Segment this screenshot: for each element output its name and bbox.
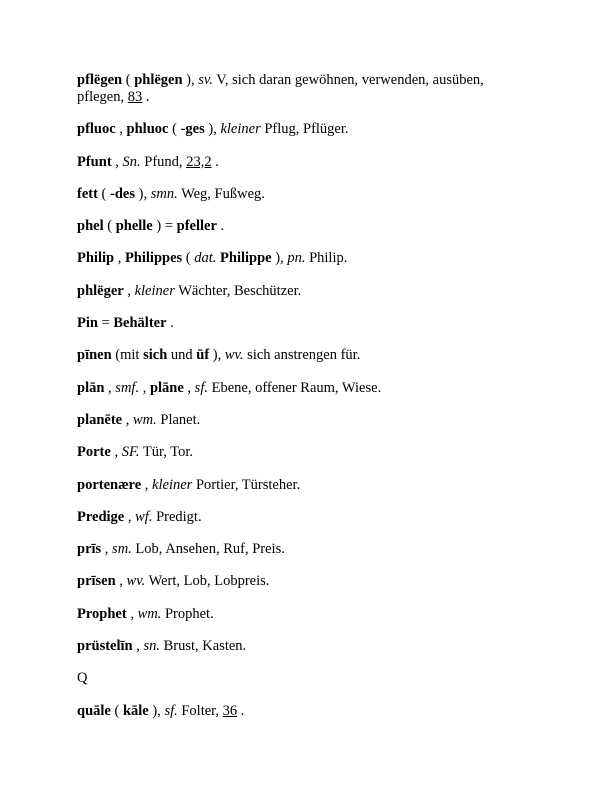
dictionary-entry xyxy=(77,412,517,429)
entry-text: V, sich daran gewöhnen, verwenden, ausüben, pflegen, xyxy=(77,72,484,105)
grammar-label: smf. xyxy=(115,379,140,396)
headword: pfluoc xyxy=(77,121,116,138)
entry-text: , xyxy=(132,638,144,655)
headword: phluoc xyxy=(126,121,169,138)
headword: ūf xyxy=(196,347,210,364)
headword: Philippe xyxy=(220,250,272,267)
entry-text: , xyxy=(114,250,125,267)
dictionary-entry xyxy=(77,541,517,558)
entry-text: , xyxy=(115,573,127,590)
headword: -des xyxy=(110,185,135,202)
section-letter xyxy=(77,670,517,687)
headword: phel xyxy=(77,218,104,235)
entry-text: Pflug, Pflüger. xyxy=(260,121,349,138)
entry-text: Folter, xyxy=(177,702,223,719)
entry-text: Philip. xyxy=(305,250,348,267)
headword: phlëger xyxy=(77,282,124,299)
headword: prīsen xyxy=(77,573,116,590)
entry-text: , xyxy=(139,379,150,396)
grammar-label: sf. xyxy=(194,379,208,396)
entry-text: ), xyxy=(182,72,199,88)
entry-text: , xyxy=(123,282,135,299)
headword: -ges xyxy=(180,121,205,138)
headword: Philip xyxy=(77,250,115,267)
grammar-label: kleiner xyxy=(152,476,193,493)
dictionary-entry xyxy=(77,283,517,300)
headword: portenære xyxy=(77,476,142,493)
entry-text: . xyxy=(166,315,174,332)
grammar-label: sn. xyxy=(143,638,160,655)
entry-text: ( xyxy=(182,250,195,267)
dictionary-entry xyxy=(77,250,517,267)
headword: kāle xyxy=(122,702,149,719)
dictionary-entry xyxy=(77,315,517,332)
entry-text: Tür, Tor. xyxy=(139,444,194,461)
headword: Porte xyxy=(77,444,111,461)
grammar-label: kleiner xyxy=(220,121,261,138)
entry-text: , xyxy=(110,444,122,461)
entry-text: ), xyxy=(135,185,151,202)
entry-text: Ebene, offener Raum, Wiese. xyxy=(207,379,382,396)
entry-text: Weg, Fußweg. xyxy=(177,185,265,202)
headword: Prophet xyxy=(77,605,127,622)
grammar-label: kleiner xyxy=(134,282,175,299)
entry-text: , xyxy=(111,153,123,170)
entry-text: ( xyxy=(168,121,181,138)
headword: prīs xyxy=(77,541,102,558)
dictionary-entry xyxy=(77,218,517,235)
entry-text: , xyxy=(183,379,195,396)
entry-text: Prophet. xyxy=(161,605,214,622)
dictionary-entry xyxy=(77,703,517,720)
entry-text: . xyxy=(216,218,225,235)
entry-text: sich anstrengen für. xyxy=(243,347,361,364)
grammar-label: pn. xyxy=(287,250,306,267)
entry-text: Wert, Lob, Lobpreis. xyxy=(145,573,270,590)
headword: phlëgen xyxy=(134,72,183,88)
headword: plān xyxy=(77,379,105,396)
entry-text: ), xyxy=(209,347,225,364)
dictionary-entry xyxy=(77,573,517,590)
headword: plāne xyxy=(149,379,184,396)
headword: fett xyxy=(77,185,98,202)
entry-text: ( xyxy=(110,702,123,719)
entry-text: (mit xyxy=(111,347,144,364)
grammar-label: Sn. xyxy=(122,153,141,170)
headword: Pin xyxy=(77,315,98,332)
entry-text: Brust, Kasten. xyxy=(160,638,247,655)
headword: Pfunt xyxy=(77,153,112,170)
entry-text: , xyxy=(115,121,127,138)
dictionary-entry xyxy=(77,380,517,397)
reference-link[interactable]: 36 xyxy=(222,702,238,719)
entry-text: , xyxy=(126,605,138,622)
entry-text: ( xyxy=(103,218,116,235)
entry-text: ( xyxy=(122,72,135,88)
entry-text: und xyxy=(167,347,197,364)
entry-text: Pfund, xyxy=(140,153,187,170)
entry-text: ) = xyxy=(152,218,177,235)
entry-text: , xyxy=(141,476,153,493)
entry-text: = xyxy=(97,315,114,332)
dictionary-entry xyxy=(77,154,517,171)
entry-text: Portier, Türsteher. xyxy=(192,476,301,493)
grammar-label: sv. xyxy=(198,72,213,88)
entry-text: ), xyxy=(148,702,165,719)
grammar-label: sf. xyxy=(164,702,178,719)
grammar-label: smn. xyxy=(150,185,178,202)
grammar-label: sm. xyxy=(112,541,132,558)
grammar-label: wv. xyxy=(224,347,244,364)
headword: Behälter xyxy=(113,315,167,332)
dictionary-entry xyxy=(77,477,517,494)
entry-text: Q xyxy=(77,670,88,687)
headword: pīnen xyxy=(77,347,112,364)
entry-text: ), xyxy=(204,121,221,138)
entry-text: , xyxy=(101,541,113,558)
grammar-label: SF. xyxy=(121,444,140,461)
dictionary-entry xyxy=(77,509,517,526)
entry-text: , xyxy=(122,411,133,428)
grammar-label: dat. xyxy=(194,250,217,267)
headword: sich xyxy=(143,347,168,364)
headword: Philippes xyxy=(124,250,183,267)
dictionary-entry xyxy=(77,72,517,106)
entry-text: . xyxy=(211,153,219,170)
headword: prüstelīn xyxy=(77,638,133,655)
entry-text: Predigt. xyxy=(152,508,202,525)
entry-text: ( xyxy=(97,185,111,202)
dictionary-entry xyxy=(77,186,517,203)
dictionary-entry xyxy=(77,606,517,623)
headword: Predige xyxy=(77,508,125,525)
dictionary-entry xyxy=(77,638,517,655)
dictionary-page xyxy=(77,72,517,735)
entry-text: Planet. xyxy=(156,411,201,428)
headword: planēte xyxy=(77,411,123,428)
grammar-label: wm. xyxy=(132,411,157,428)
headword: quāle xyxy=(77,702,111,719)
entry-text: Lob, Ansehen, Ruf, Preis. xyxy=(131,541,285,558)
dictionary-entry xyxy=(77,121,517,138)
entry-text: ), xyxy=(271,250,288,267)
entry-text: . xyxy=(142,89,150,105)
headword: phelle xyxy=(115,218,153,235)
headword: pflëgen xyxy=(77,72,123,88)
entry-text: , xyxy=(104,379,116,396)
grammar-label: wm. xyxy=(137,605,162,622)
entry-text: , xyxy=(124,508,136,525)
reference-link[interactable]: 83 xyxy=(127,89,143,105)
entry-text: Wächter, Beschützer. xyxy=(174,282,302,299)
dictionary-entry xyxy=(77,444,517,461)
dictionary-entry xyxy=(77,347,517,364)
entry-text: . xyxy=(237,702,245,719)
reference-link[interactable]: 23,2 xyxy=(186,153,212,170)
grammar-label: wv. xyxy=(126,573,146,590)
grammar-label: wf. xyxy=(135,508,153,525)
headword: pfeller xyxy=(176,218,217,235)
